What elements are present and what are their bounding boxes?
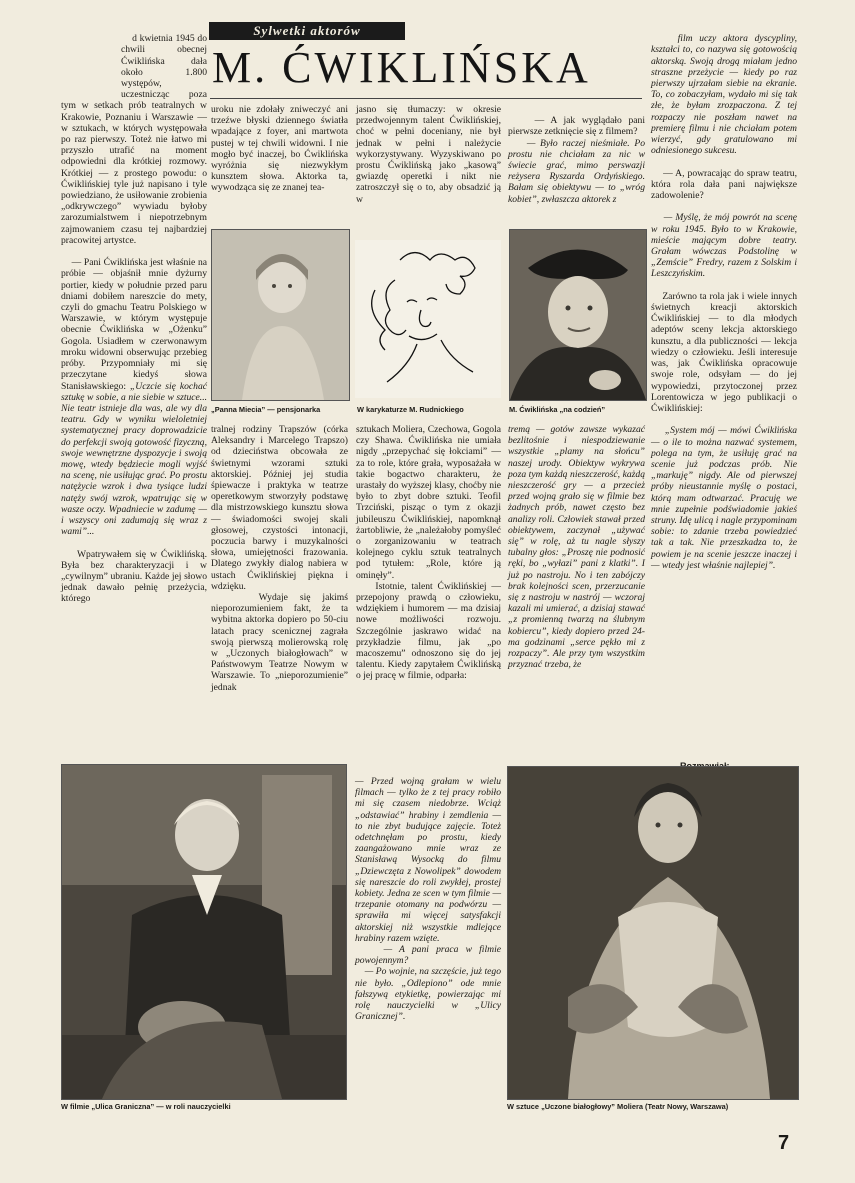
intro-paragraph-flow: d kwietnia 1945 do chwili obecnej Ćwiklińska dała około 1.800 występów, uczestnicząc poza tym w setkach prób teatralnych w Krakowie, Poznaniu i Warszawie — w sztukach, w których występowała po raz pierwszy. Toteż nie łatwo mi przyszło utrafić na moment odpowiedni dla krótkiej rozmowy. Krótkiej — z prostego powodu: o Ćwiklińskiej tyle już napisano i tyle powiedziano, że usiłowanie zrobienia „odkrywczego” wywiadu byłoby zarozumialstwem i niepotrzebnym zajmowaniem czasu tej najbardziej pracowitej artystce. bbox=[61, 33, 210, 246]
question-theatre: — A, powracając do spraw teatru, która rola dała pani największe zadowolenie? bbox=[651, 167, 800, 202]
portrait-girl-image bbox=[212, 230, 349, 400]
article-title: M. ĆWIKLIŃSKA bbox=[212, 43, 591, 92]
caricature bbox=[355, 240, 501, 398]
section-kicker: Sylwetki aktorów bbox=[209, 22, 405, 40]
answer-film-continued: film uczy aktora dyscypliny, kształci to, co nazywa się gotowością aktorską. Swoją drogą miałam jedno straszne przeżycie — kiedy po raz pierwszy ujrzałam siebie na ekranie. To, co zobaczyłam, wydało mi się tak złe, że byłam zrozpaczona. Z tej rozpaczy nie poszłam nawet na premierę filmu i nie chciałam potem wierzyć, gdy gratulowano mi odniesionego sukcesu. bbox=[651, 33, 800, 157]
column-3-mid: sztukach Moliera, Czechowa, Gogola czy Shawa. Ćwiklińska nie umiała nigdy „przepychać się łokciami” — za to role, które grała, wyposażała w takie bogactwo charakteru, że urastały do wyższej klasy, choćby nie było to zbyt dobre sztuki. Teofil Trzciński, pisząc o tym z okazji jubileuszu Ćwiklińskiej, napomknął żartobliwie, że „należałoby pomyśleć o zorganizowaniu w teatrach kolejnego cyklu sztuk teatralnych pod tytułem: „Role, które ją ominęły”. Istotnie, talent Ćwiklińskiej — przepojony prawdą o człowieku, wdziękiem i humorem — ma dzisiaj nowe możliwości rozwoju. Szczególnie jaskrawo widać na przykładzie filmu, jak „po macoszemu” odnoszono się do jej talentu. Kiedy zapytałem Ćwiklińską o jej pracę w filmie, odparła: bbox=[356, 424, 502, 682]
photo-uczone-bialoglowy bbox=[507, 766, 799, 1100]
stanislawski-quote: „Uczcie się kochać sztukę w sobie, a nie siebie w sztuce... Nie teatr istnieje dla was, ale wy dla teatru. Gdy w wyniku wieloletniej systematycznej pracy doprowadzicie do perfekcji swoją gotowość fizyczną, swoje wewnętrzne dyspozycje i swoją mowę, wtedy będziecie mogli wyjść na scenę, nie usiłując grać. Po prostu natężycie wzrok i dwa tysiące ludzi natęży swój wzrok, wpatrując się w wasze oczy. Wpadniecie w zadumę — i wszyscy oni zadumają się wraz z wami”... bbox=[61, 380, 210, 538]
paragraph-3: Wpatrywałem się w Ćwiklińską. Była bez charakteryzacji i w „cywilnym” ubraniu. Każde jej słowo jednak dawało pełnię przeżycia, którego bbox=[61, 548, 210, 605]
question-film: — A jak wyglądało pani pierwsze zetknięcie się z filmem? bbox=[508, 115, 648, 138]
caption-karykatura: W karykaturze M. Rudnickiego bbox=[357, 405, 464, 414]
photo-panna-miecia bbox=[211, 229, 350, 401]
answer-film: — Było raczej nieśmiałe. Po prostu nie chciałam za nic w świecie grać, mimo perswazji reżysera Ryszarda Ordyńskiego. Bałam się obiektywu — to „wróg kobiet”, zwłaszcza aktorek z bbox=[508, 137, 648, 205]
title-rule bbox=[210, 98, 642, 99]
paragraph-lessons: Zarówno ta rola jak i wiele innych świetnych kreacji aktorskich Ćwiklińskiej — to dla młodych adeptów sceny lekcja aktorskiego kunsztu, a dla publiczności — lekcja wiedzy o człowieku. Jeśli interesuje was, jak Ćwiklińska opracowuje swoje role, odsyłam — do jej wypowiedzi, przytoczonej przez Lorentowicza w jego publikacji o Ćwiklińskiej: bbox=[651, 290, 800, 414]
caricature-drawing bbox=[355, 240, 501, 398]
photo-ulica-graniczna bbox=[61, 764, 347, 1100]
column-5 bbox=[651, 22, 800, 762]
column-2-mid: tralnej rodziny Trapszów (córka Aleksandry i Marcelego Trapszo) od dzieciństwa obcowała ze świetnymi wzorami sztuki aktorskiej. Później jej studia śpiewacze i praktyka w teatrze operetkowym stworzyły podstawę dla mistrzowskiego kunsztu słowa — świadomości swojej skali głosowej, czystości intonacji, poczucia barwy i muzykalności słowa, umiejętności frazowania. Dlatego zwykły dialog nabiera w ustach Ćwiklińskiej piękna i wdzięku. Wydaje się jakimś nieporozumieniem fakt, że ta wybitna aktorka dopiero po 50-ciu latach pracy scenicznej zagrała swoją pierwszą molierowską rolę w „Uczonych białogłowach” w Państwowym Teatrze Nowym w Warszawie. To „nieporozumienie” jednak bbox=[211, 424, 348, 693]
film-still-image bbox=[62, 765, 346, 1099]
caption-panna-miecia: „Panna Miecia” — pensjonarka bbox=[211, 405, 321, 414]
page-number: 7 bbox=[778, 1132, 790, 1154]
column-3-top: jasno się tłumaczy: w okresie przedwojennym talent Ćwiklińskiej, choć w pełni doceniany, nie był jednak w pełni i należycie wykorzystywany. Wyzyskiwano po prostu Ćwiklińską jako „kasową” gwiazdę operetki i nikt nie zatroszczył się o to, aby obsadzić ją w bbox=[356, 104, 504, 205]
caption-uczone-bialoglowy: W sztuce „Uczone białogłowy” Moliera (Teatr Nowy, Warszawa) bbox=[507, 1102, 729, 1111]
column-4-top bbox=[508, 104, 648, 226]
portrait-hat-image bbox=[510, 230, 646, 400]
column-2-top: uroku nie zdołały zniweczyć ani trzeźwe błyski dziennego światła wpadające z foyer, ani martwota pustej w tej chwili widowni. I nie mogło być inaczej, bo Ćwiklińska wyróżnia się niezwykłym kunsztem słowa. Aktorka ta, wywodząca się ze znanej tea- bbox=[211, 104, 351, 194]
column-4-mid: tremą — gotów zawsze wykazać bezlitośnie i niespodziewanie wszystkie „plamy na słońcu” naszej urody. Obiektyw wykrywa poza tym każdą nieszczerość, każdą nieszczerość gry — a przecież przed wojną grało się w filmie bez żadnych prób, nawet często bez analizy roli. Człowiek stawał przed obiektywem, zaczynał „używać się” w rolę, aż tu nagle słyszy tubalny głos: „Proszę nie podnosić ręki, bo „wyłazi” pani z klatki”. I już po nastroju. No i ten zabójczy brak kolejności scen, przerzucanie się z nastroju w nastrój — wczoraj kazali mi umierać, a dzisiaj stawać „z promienną twarzą na ślubnym kobiercu”, kiedy dopiero przed 24-ma godzinami „serce pękło mi z rozpaczy”. Ale przy tym wszystkim przyznać trzeba, że bbox=[508, 424, 648, 671]
photo-na-codzien bbox=[509, 229, 647, 401]
caption-na-codzien: M. Ćwiklińska „na codzień” bbox=[509, 405, 606, 414]
column-1-flow bbox=[61, 22, 210, 792]
answer-theatre: — Myślę, że mój powrót na scenę w roku 1945. Było to w Krakowie, mieście mającym dobre teatry. Grałam wówczas Podstolinę w „Zemście” Fredry, razem z Solskim i Leszczyńskim. bbox=[651, 212, 800, 280]
paragraph-2: — Pani Ćwiklińska jest właśnie na próbie — objaśnił mnie dyżurny portier, kiedy w południe przed paru dniami dobiłem nareszcie do mety, czyli do gmachu Teatru Polskiego w Warszawie, w którym występuje obecnie Ćwiklińska w „Ożenku” Gogola. Usiadłem w czerwonawym mroku widowni obserwując przebieg próby. Przypomniały mi się przeczytane kiedyś słowa Stanisławskiego: bbox=[61, 257, 210, 392]
caption-ulica-graniczna: W filmie „Ulica Graniczna” — w roli nauczycielki bbox=[61, 1102, 231, 1111]
column-3-low: — Przed wojną grałam w wielu filmach — tylko że z tej pracy robiło mi się czasem niedobrze. Wciąż „odstawiać” hrabiny i zemdlenia — to nie zbyt budujące zajęcie. Toteż odetchnęłam po prostu, kiedy zaangażowano mnie wraz ze Stanisławą Wysocką do filmu „Dziewczęta z Nowolipek” dowodem się nareszcie do roli zwykłej, prostej kobiety. Jedna ze scen w tym filmie — trzepanie otomany na podwórzu — sprawiła mi więcej satysfakcji aktorskiej niż wszystkie mdlejące hrabiny razem wzięte. — A pani praca w filmie powojennym? — Po wojnie, na szczęście, już tego nie było. „Odlepiono” ode mnie fałszywą etykietkę, powierzając mi rolę nauczycielki w „Ulicy Granicznej”. bbox=[355, 776, 501, 1023]
stage-costume-image bbox=[508, 767, 798, 1099]
system-quote: „System mój — mówi Ćwiklińska — o ile to można nazwać systemem, polega na tym, że usiłuję grać na scenie już podczas prób. Nie „markuję” nigdy. Ale od pierwszej próby nieustannie myślę o postaci, którą mam odtwarzać. Pracuję we mnie zupełnie podświadomie jakieś struny. Idę ulicą i nagle przypominam sobie: to zdanie trzeba powiedzieć tak a tak. Nie przeszkadza to, że powiem je na scenie jeszcze inaczej i — wtedy jest właśnie najlepiej”. bbox=[651, 425, 800, 571]
